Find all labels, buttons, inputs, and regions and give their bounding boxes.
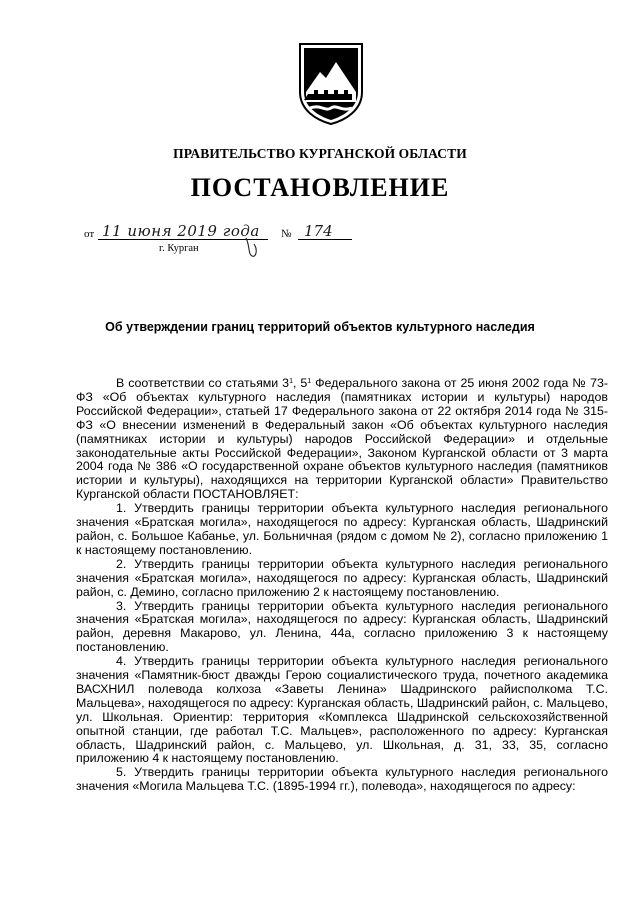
dateline <box>84 222 364 262</box>
item-paragraph: 1. Утвердить границы территории объекта культурного наследия регионального значения «Братская могила», находящегося по адресу: Курганская область, Шадринский район, с. Большое Кабанье, ул. Больничная (рядом с домом № 2), согласно приложению 1 к настоящему постановлению. <box>76 501 608 557</box>
signature-stroke-icon <box>244 236 266 258</box>
intro-paragraph <box>76 377 608 502</box>
government-title: ПРАВИТЕЛЬСТВО КУРГАНСКОЙ ОБЛАСТИ <box>173 146 467 161</box>
document-body <box>76 377 608 794</box>
intro-superscript-1: 1 <box>289 378 293 385</box>
coat-of-arms-icon <box>298 42 364 126</box>
item-paragraph: 4. Утвердить границы территории объекта культурного наследия регионального значения «Памятник-бюст дважды Герою социалистического труда, почетного академика ВАСХНИЛ полевода колхоза «Заветы Ленина» Шадринского райисполкома Т.С. Мальцева», находящегося по адресу: Курганская область, Шадринский район, с. Мальцево, ул. Школьная. Ориентир: территория «Комплекса Шадринской сельскохозяйственной опытной станции, где работал Т.С. Мальцев», расположенного по адресу: Курганская область, Шадринский район, с. Мальцево, ул. Школьная, д. 31, 33, 35, согласно приложению 4 к настоящему постановлению. <box>76 654 608 766</box>
document-type-title: ПОСТАНОВЛЕНИЕ <box>190 173 450 202</box>
date-from-label: от <box>84 228 95 240</box>
item-paragraph: 5. Утвердить границы территории объекта культурного наследия регионального значения «Могила Мальцева Т.С. (1895-1994 гг.), полевода», находящегося по адресу: <box>76 765 608 794</box>
number-label: № <box>281 228 292 240</box>
intro-superscript-2: 1 <box>307 378 312 385</box>
handwritten-number: 174 <box>304 222 333 240</box>
intro-text-a: В соответствии со статьями 3 <box>116 376 290 390</box>
document-subject: Об утверждении границ территорий объектов культурного наследия <box>105 320 535 334</box>
intro-text-b: , 5 <box>292 376 308 390</box>
item-paragraph: 2. Утвердить границы территории объекта культурного наследия регионального значения «Братская могила», находящегося по адресу: Курганская область, Шадринский район, с. Демино, согласно приложению 2 к настоящему постановлению. <box>76 556 608 599</box>
intro-text-c: Федерального закона от 25 июня 2002 года № 73-ФЗ «Об объектах культурного наследия (памятниках истории и культуры) народов Российской Федерации», статьей 17 Федерального закона от 22 октября 2014 года № 315-ФЗ «О внесении изменений в Федеральный закон «Об объектах культурного наследия (памятниках истории и культуры) народов Российской Федерации» и отдельные законодательные акты Российской Федерации», Законом Курганской области от 3 марта 2004 года № 386 «О государственной охране объектов культурного наследия (памятников истории и культуры), находящихся на территории Курганской области» Правительство Курганской области ПОСТАНОВЛЯЕТ: <box>76 376 608 502</box>
item-paragraph: 3. Утвердить границы территории объекта культурного наследия регионального значения «Братская могила», находящегося по адресу: Курганская область, Шадринский район, деревня Макарово, ул. Ленина, 44а, согласно приложению 3 к настоящему постановлению. <box>76 598 608 655</box>
issue-place: г. Курган <box>159 243 199 254</box>
handwritten-date: 11 июня 2019 года <box>102 222 260 240</box>
